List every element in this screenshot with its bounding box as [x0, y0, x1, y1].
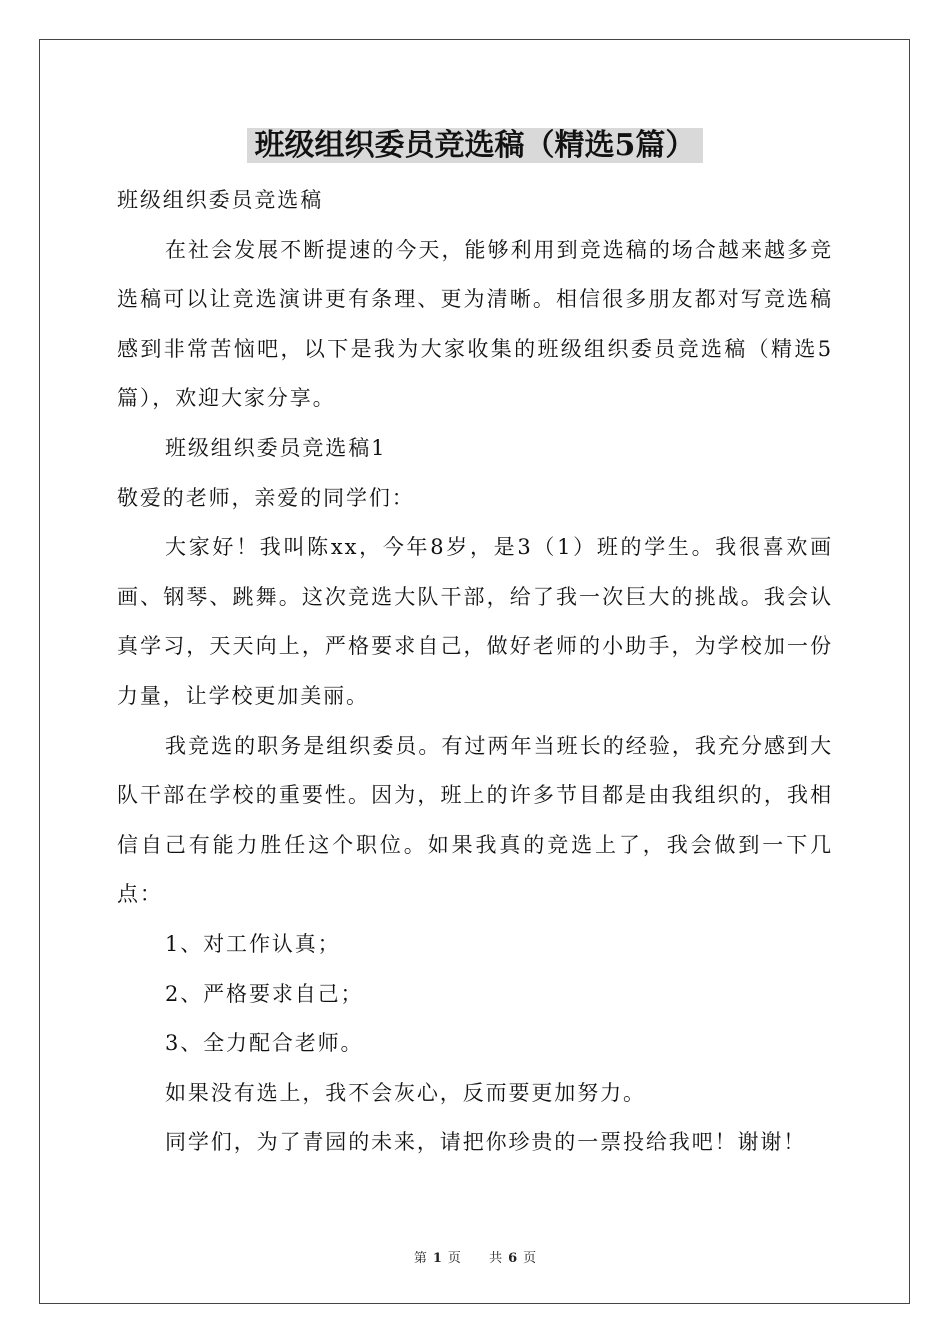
document-subtitle: 班级组织委员竞选稿 [117, 188, 324, 212]
page-number-suffix: 页 [447, 1251, 461, 1266]
intro-paragraph: 在社会发展不断提速的今天，能够利用到竞选稿的场合越来越多竞选稿可以让竞选演讲更有条理、更为清晰。相信很多朋友都对写竞选稿感到非常苦恼吧，以下是我为大家收集的班级组织委员竞选稿（精选5篇），欢迎大家分享。 [117, 237, 833, 411]
current-page: 1 [432, 1251, 442, 1266]
closing-paragraph: 同学们，为了青园的未来，请把你珍贵的一票投给我吧！谢谢！ [165, 1130, 807, 1155]
page-total-suffix: 页 [523, 1251, 537, 1266]
page-total [483, 1251, 542, 1266]
body-paragraph: 大家好！我叫陈xx，今年8岁，是3（1）班的学生。我很喜欢画画、钢琴、跳舞。这次竞选大队干部，给了我一次巨大的挑战。我会认真学习，天天向上，严格要求自己，做好老师的小助手，为学校加一份力量，让学校更加美丽。 [117, 535, 833, 708]
page-footer [0, 1247, 950, 1266]
salutation: 敬爱的老师，亲爱的同学们： [117, 485, 415, 510]
page-total-prefix: 共 [489, 1251, 503, 1266]
list-item: 1、对工作认真； [165, 931, 341, 956]
page-number [408, 1251, 467, 1266]
section-heading: 班级组织委员竞选稿1 [165, 435, 387, 460]
body-paragraph: 我竞选的职务是组织委员。有过两年当班长的经验，我充分感到大队干部在学校的重要性。因为，班上的许多节目都是由我组织的，我相信自己有能力胜任这个职位。如果我真的竞选上了，我会做到一下几点： [117, 733, 833, 907]
total-pages: 6 [508, 1251, 518, 1266]
list-item: 3、全力配合老师。 [165, 1031, 364, 1056]
list-item: 2、严格要求自己； [165, 981, 364, 1006]
document-body [117, 176, 833, 1168]
document-title [0, 124, 950, 168]
document-title-text: 班级组织委员竞选稿（精选5篇） [247, 128, 704, 163]
page-number-prefix: 第 [413, 1251, 427, 1266]
body-paragraph: 如果没有选上，我不会灰心，反而要更加努力。 [165, 1080, 646, 1105]
